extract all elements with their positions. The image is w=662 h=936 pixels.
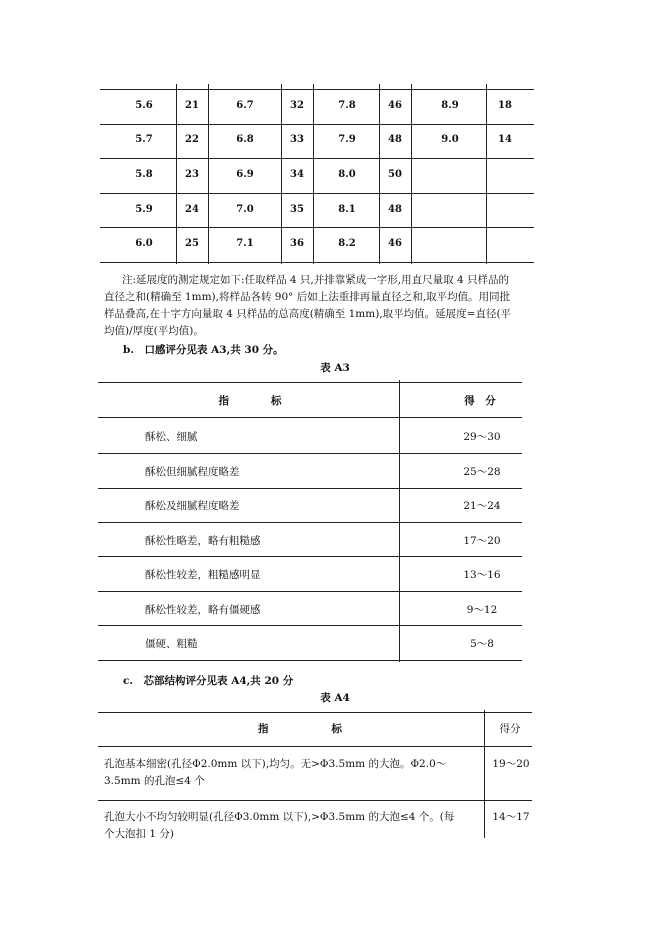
- table-rule: [98, 746, 532, 747]
- table-rule: [98, 591, 522, 592]
- table-cell: 8.0: [338, 169, 356, 180]
- table-a3-score: 9～12: [466, 604, 498, 616]
- table-a3-indicator: 酥松但细腻程度略差: [145, 466, 240, 478]
- table-a3-indicator: 酥松性较差，略有僵硬感: [145, 604, 261, 616]
- table-a4-score: 19～20: [492, 758, 530, 770]
- table-rule: [98, 660, 522, 661]
- column-separator: [208, 84, 209, 264]
- table-rule: [98, 625, 522, 626]
- table-cell: 6.0: [135, 238, 153, 249]
- table-rule: [98, 488, 522, 489]
- table-cell: 46: [388, 100, 402, 111]
- table-cell: 50: [388, 169, 402, 180]
- table-cell: 7.0: [236, 204, 254, 215]
- column-separator: [486, 84, 487, 264]
- table-cell: 5.7: [135, 134, 153, 145]
- section-b-heading: b. 口感评分见表 A3,共 30 分。: [123, 344, 284, 356]
- table-a3-header-indicator: 指 标: [218, 395, 282, 407]
- table-cell: 35: [290, 204, 304, 215]
- table-rule: [98, 417, 522, 418]
- column-separator: [176, 84, 177, 264]
- table-cell: 32: [290, 100, 304, 111]
- table-cell: 6.9: [236, 169, 254, 180]
- table-rule: [100, 124, 534, 125]
- section-c-heading: c. 芯部结构评分见表 A4,共 20 分: [123, 675, 294, 687]
- table-cell: 14: [498, 134, 512, 145]
- note-line: 样品叠高,在十字方向量取 4 只样品的总高度(精确至 1mm),取平均值。延展度=直径(平: [104, 308, 512, 320]
- table-cell: 46: [388, 238, 402, 249]
- table-a3-indicator: 酥松性略差，略有粗糙感: [145, 535, 261, 547]
- table-cell: 22: [185, 134, 199, 145]
- table-a3-caption: 表 A3: [320, 362, 350, 374]
- table-a3-score: 29～30: [463, 431, 501, 443]
- table-a4-indicator: 个大泡扣 1 分): [104, 828, 174, 840]
- table-a4-indicator: 孔泡大小不均匀较明显(孔径Φ3.0mm 以下),>Φ3.5mm 的大泡≤4 个。(每: [104, 811, 455, 823]
- column-separator: [379, 84, 380, 264]
- table-rule: [100, 227, 534, 228]
- column-separator: [411, 84, 412, 264]
- column-separator: [313, 84, 314, 264]
- table-cell: 5.8: [135, 169, 153, 180]
- table-a3-indicator: 酥松、细腻: [145, 431, 198, 443]
- table-rule: [100, 89, 534, 90]
- note-line: 均值)/厚度(平均值)。: [104, 325, 204, 337]
- table-cell: 7.9: [338, 134, 356, 145]
- table-rule: [98, 522, 522, 523]
- table-a4-indicator: 3.5mm 的孔泡≤4 个: [104, 775, 205, 787]
- table-cell: 8.2: [338, 238, 356, 249]
- table-rule: [100, 158, 534, 159]
- table-a4-caption: 表 A4: [320, 692, 350, 704]
- table-cell: 24: [185, 204, 199, 215]
- table-rule: [98, 556, 522, 557]
- table-a3-indicator: 酥松性较差，粗糙感明显: [145, 569, 261, 581]
- table-cell: 5.6: [135, 100, 153, 111]
- table-cell: 7.1: [236, 238, 254, 249]
- column-separator: [399, 380, 400, 662]
- table-cell: 9.0: [441, 134, 459, 145]
- table-cell: 23: [185, 169, 199, 180]
- table-cell: 25: [185, 238, 199, 249]
- table-cell: 18: [498, 100, 512, 111]
- table-cell: 7.8: [338, 100, 356, 111]
- table-a3-score: 21～24: [463, 500, 501, 512]
- table-a4-header-score: 得分: [499, 723, 521, 735]
- table-cell: 8.1: [338, 204, 356, 215]
- table-cell: 48: [388, 204, 402, 215]
- note-line: 直径之和(精确至 1mm),将样品各转 90° 后如上法重排再量直径之和,取平均值。用同批: [104, 291, 511, 303]
- table-rule: [98, 712, 532, 713]
- table-a3-score: 25～28: [463, 466, 501, 478]
- table-a4-header-indicator: 指 标: [258, 723, 342, 735]
- column-separator: [484, 710, 485, 838]
- table-cell: 6.8: [236, 134, 254, 145]
- table-a4-indicator: 孔泡基本细密(孔径Φ2.0mm 以下),均匀。无>Φ3.5mm 的大泡。Φ2.0～: [104, 758, 447, 770]
- table-a3-indicator: 僵硬、粗糙: [145, 638, 198, 650]
- table-a3-score: 13～16: [463, 569, 501, 581]
- table-a3-header-score: 得 分: [464, 395, 496, 407]
- table-a4-score: 14～17: [492, 811, 530, 823]
- column-separator: [281, 84, 282, 264]
- note-line: 注:延展度的测定规定如下:任取样品 4 只,并排靠紧成一字形,用直尺量取 4 只样品的: [122, 274, 509, 286]
- table-cell: 48: [388, 134, 402, 145]
- table-rule: [100, 262, 534, 263]
- table-cell: 8.9: [441, 100, 459, 111]
- table-rule: [98, 800, 532, 801]
- table-cell: 6.7: [236, 100, 254, 111]
- table-rule: [98, 453, 522, 454]
- table-rule: [100, 193, 534, 194]
- table-cell: 34: [290, 169, 304, 180]
- table-a3-score: 17～20: [463, 535, 501, 547]
- table-cell: 21: [185, 100, 199, 111]
- table-cell: 5.9: [135, 204, 153, 215]
- table-a3-indicator: 酥松及细腻程度略差: [145, 500, 240, 512]
- table-a3-score: 5～8: [470, 638, 494, 650]
- table-cell: 33: [290, 134, 304, 145]
- table-rule: [98, 382, 522, 383]
- table-cell: 36: [290, 238, 304, 249]
